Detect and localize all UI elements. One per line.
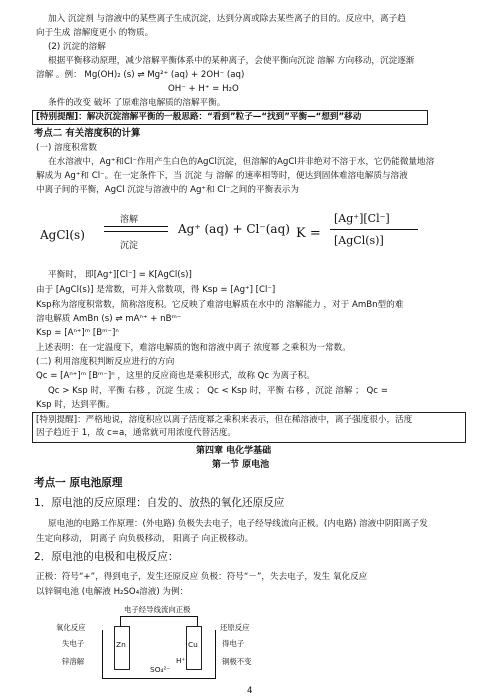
text-line: 平衡时， 即[Ag⁺][Cl⁻] = K[AgCl(s)] — [48, 270, 192, 280]
tip-text: 因子趋近于 1，故 c=a，通常就可用浓度代替活度。 — [36, 428, 236, 438]
k-denominator: [AgCl(s)] — [334, 234, 384, 247]
subheading: (二) 利用溶度积判断反应进行的方向 — [36, 357, 175, 367]
text-line: 条件的改变 破坏 了原难溶电解质的溶解平衡。 — [48, 98, 226, 108]
equation-right: Ag⁺ (aq) + Cl⁻(aq) — [178, 222, 290, 236]
copper-label: Cu — [188, 640, 198, 649]
text-line: 由于 [AgCl(s)] 是常数，可并入常数项，得 Ksp = [Ag⁺] [Cl⁻] — [36, 285, 276, 295]
text-line: 溶解 。例： Mg(OH)₂ (s) ⇌ Mg²⁺ (aq) + 2OH⁻ (aq) — [36, 70, 245, 80]
left-label: 氧化反应 — [56, 623, 86, 632]
equation-left: AgCl(s) — [40, 228, 85, 242]
page-number: 4 — [247, 686, 253, 696]
text-line: 原电池的电路工作原理：(外电路) 负极失去电子，电子经导线流向正极。(内电路) 溶液中阴阳离子发 — [48, 519, 428, 529]
sulfate-ion-label: SO₄²⁻ — [150, 665, 171, 674]
chapter-title: 第四章 电化学基础 — [196, 446, 272, 456]
wire — [120, 616, 198, 617]
text-line: Ksp 时，达到平衡。 — [36, 400, 115, 410]
section-heading: 考点一 原电池原理 — [34, 477, 123, 489]
text-line: 生定向移动， 阴离子 向负极移动， 阳离子 向正极移动。 — [36, 534, 254, 544]
text-line: 2．原电池的电极和电极反应： — [34, 551, 179, 563]
right-label: 还原反应 — [220, 623, 250, 632]
text-line: (2) 沉淀的溶解 — [48, 42, 106, 52]
right-label: 铜极不变 — [222, 657, 252, 666]
text-line: 向于生成 溶解度更小 的物质。 — [36, 28, 154, 38]
equilibrium-arrow — [104, 226, 168, 227]
text-line: Ksp称为溶度积常数，简称溶度积。它反映了难溶电解质在水中的 溶解能力 ，对于 AmBn型的难 — [36, 300, 404, 310]
text-line: Qc = [Aⁿ⁺]ᵐ [Bᵐ⁻]ⁿ ，这里的反应商也是乘积形式，故称 Qc 为离子积。 — [36, 371, 315, 381]
text-line: 1．原电池的反应原理：自发的、放热的氧化还原反应 — [34, 497, 285, 509]
k-numerator: [Ag⁺][Cl⁻] — [334, 212, 390, 225]
section-heading: 考点二 有关溶度积的计算 — [34, 128, 141, 139]
equation-top: 溶解 — [120, 215, 139, 225]
text-line: OH⁻ + H⁺ = H₂O — [168, 84, 239, 94]
right-label: 得电子 — [222, 639, 245, 648]
text-line: 解成为 Ag⁺和 Cl⁻。在一定条件下，当 沉淀 与 溶解 的速率相等时，便达到固体难溶电解质与溶液 — [36, 171, 408, 181]
subheading: (一) 溶度积常数 — [36, 143, 97, 153]
k-label: K = — [296, 226, 321, 241]
text-line: 根据平衡移动原理，减少溶解平衡体系中的某种离子，会使平衡向沉淀 溶解 方向移动，沉淀逐渐 — [48, 56, 415, 66]
left-label: 失电子 — [62, 639, 85, 648]
text-line: Ksp = [Aⁿ⁺]ᵐ [Bᵐ⁻]ⁿ — [36, 328, 119, 338]
hydrogen-ion-label: H⁺ — [176, 656, 186, 665]
text-line: 中离子间的平衡，AgCl 沉淀与溶液中的 Ag⁺和 Cl⁻之间的平衡表示为 — [36, 185, 299, 195]
text-line: 以锌铜电池 (电解液 H₂SO₄溶液) 为例： — [36, 587, 189, 597]
tip-text: [特别提醒]：解决沉淀溶解平衡的一般思路：“看到”粒子—“找到”平衡—“想到”移动 — [36, 112, 362, 122]
section-title: 第一节 原电池 — [212, 460, 270, 470]
equilibrium-arrow — [104, 231, 168, 232]
text-line: 正极：符号“+”，得到电子，发生还原反应 负极：符号“－”，失去电子，发生 氧化反应 — [36, 572, 368, 582]
electron-flow-label: 电子经导线流向正极 — [124, 605, 191, 614]
equation-bottom: 沉淀 — [120, 241, 139, 251]
text-line: 上述表明：在一定温度下，难溶电解质的饱和溶液中离子 浓度幂 之乘积为一常数。 — [36, 343, 351, 353]
fraction-bar — [330, 229, 418, 230]
text-line: 在水溶液中，Ag⁺和Cl⁻作用产生白色的AgCl沉淀，但溶解的AgCl并非绝对不溶于水，它仍能微量地溶 — [48, 157, 435, 167]
text-line: 加入 沉淀剂 与溶液中的某些离子生成沉淀，达到分离或除去某些离子的目的。反应中，离子趋 — [48, 14, 406, 24]
left-label: 锌溶解 — [62, 657, 85, 666]
text-line: Qc > Ksp 时，平衡 右移 ，沉淀 生成 ； Qc < Ksp 时，平衡 右移 ，沉淀 溶解 ； Qc = — [48, 386, 388, 396]
tip-text: [特别提醒]：严格地说，溶度积应以离子活度幂之乘积来表示，但在稀溶液中，离子强度很小，活度 — [36, 415, 413, 425]
text-line: 溶电解质 AmBn (s) ⇌ mAⁿ⁺ + nBᵐ⁻ — [36, 314, 182, 324]
zinc-label: Zn — [116, 640, 126, 649]
